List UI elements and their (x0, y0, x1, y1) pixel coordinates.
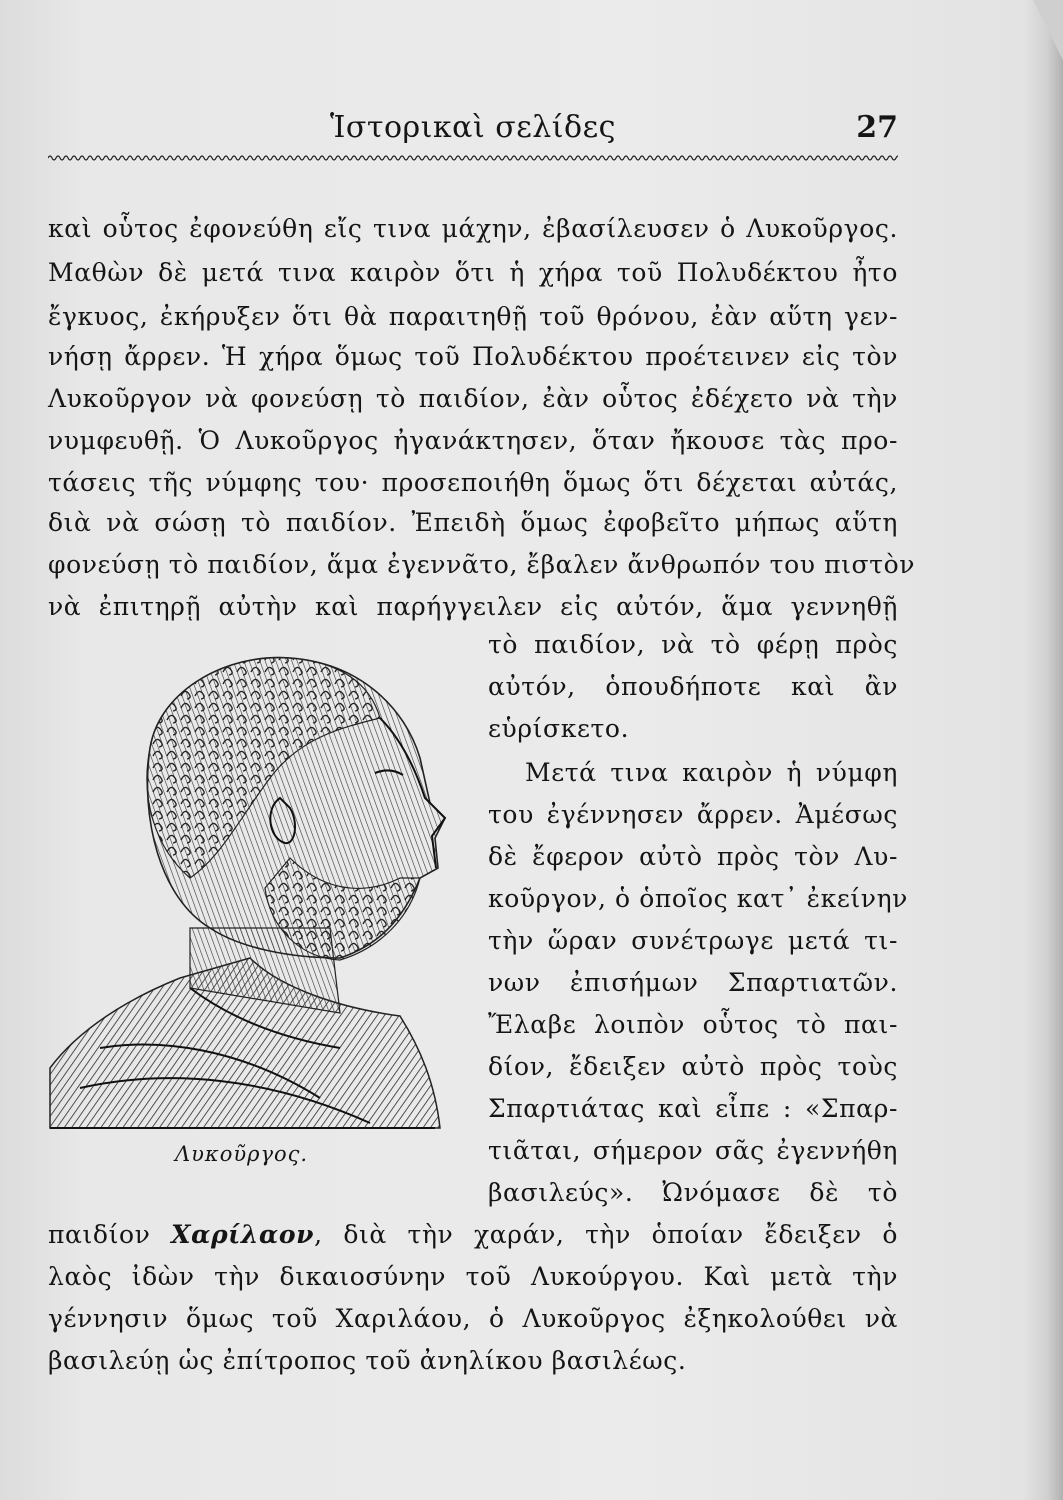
text-line: καὶ οὗτος ἐφονεύθη εἴς τινα μάχην, ἐβασίλευσεν ὁ Λυκοῦργος. (48, 214, 898, 243)
lycurgus-portrait (40, 628, 450, 1140)
column-text-line: Ἔλαβε λοιπὸν οὗτος τὸ παι- (488, 1010, 898, 1039)
column-text-line: τὸ παιδίον, νὰ τὸ φέρῃ πρὸς (488, 630, 898, 659)
name-charilaos: Χαρίλαον (171, 1220, 315, 1249)
text-line: νήσῃ ἄρρεν. Ἡ χήρα ὅμως τοῦ Πολυδέκτου προέτεινεν εἰς τὸν (48, 342, 898, 371)
column-text-line: του ἐγέννησεν ἄρρεν. Ἀμέσως (488, 800, 898, 829)
page-corner (1033, 0, 1063, 60)
text-line: Λυκοῦργον νὰ φονεύσῃ τὸ παιδίον, ἐὰν οὗτος ἐδέχετο νὰ τὴν (48, 384, 898, 413)
text-line: Μαθὼν δὲ μετά τινα καιρὸν ὅτι ἡ χήρα τοῦ Πολυδέκτου ἦτο (48, 258, 898, 287)
text-line-charilaos (48, 1218, 898, 1252)
column-text-line: αὐτόν, ὁπουδήποτε καὶ ἂν (488, 672, 898, 701)
column-text-line: δὲ ἔφερον αὐτὸ πρὸς τὸν Λυ- (488, 842, 898, 871)
column-text-line: εὑρίσκετο. (488, 714, 630, 743)
column-text-line: βασιλεύς». Ὠνόμασε δὲ τὸ (488, 1178, 898, 1207)
text-line: φονεύσῃ τὸ παιδίον, ἅμα ἐγεννᾶτο, ἔβαλεν ἄνθρωπόν του πιστὸν (48, 550, 916, 579)
column-text-line: Σπαρτιάτας καὶ εἶπε : «Σπαρ- (488, 1094, 898, 1123)
text-fragment: , διὰ τὴν χαράν, τὴν ὁποίαν ἔδειξεν ὁ (314, 1220, 899, 1249)
portrait-caption: Λυκοῦργος. (175, 1142, 309, 1166)
text-line: διὰ νὰ σώσῃ τὸ παιδίον. Ἐπειδὴ ὅμως ἐφοβεῖτο μήπως αὕτη (48, 508, 898, 537)
page-number: 27 (856, 110, 898, 145)
text-line: τάσεις τῆς νύμφης του· προσεποιήθη ὅμως ὅτι δέχεται αὐτάς, (48, 468, 898, 497)
column-text-line: κοῦργον, ὁ ὁποῖος κατ᾿ ἐκείνην (488, 884, 908, 913)
text-line: ἔγκυος, ἐκήρυξεν ὅτι θὰ παραιτηθῇ τοῦ θρόνου, ἐὰν αὕτη γεν- (48, 302, 898, 331)
text-line: βασιλεύῃ ὡς ἐπίτροπος τοῦ ἀνηλίκου βασιλέως. (48, 1346, 687, 1375)
running-header (48, 110, 898, 156)
text-fragment: παιδίον (48, 1220, 172, 1249)
text-line: νὰ ἐπιτηρῇ αὐτὴν καὶ παρήγγειλεν εἰς αὐτόν, ἅμα γεννηθῇ (48, 592, 898, 621)
text-line: λαὸς ἰδὼν τὴν δικαιοσύνην τοῦ Λυκούργου. Καὶ μετὰ τὴν (48, 1262, 898, 1291)
page-edge-shadow (1023, 0, 1063, 1500)
column-text-line: τὴν ὥραν συνέτρωγε μετά τι- (488, 926, 898, 955)
column-text-line: Μετά τινα καιρὸν ἡ νύμφη (525, 758, 898, 787)
text-line: νυμφευθῇ. Ὁ Λυκοῦργος ἠγανάκτησεν, ὅταν ἤκουσε τὰς προ- (48, 426, 898, 455)
column-text-line: δίον, ἔδειξεν αὐτὸ πρὸς τοὺς (488, 1052, 898, 1081)
header-title: Ἱστορικαὶ σελίδες (330, 110, 616, 145)
header-wavy-rule (48, 152, 898, 164)
text-line: γέννησιν ὅμως τοῦ Χαριλάου, ὁ Λυκοῦργος ἐξηκολούθει νὰ (48, 1304, 898, 1333)
column-text-line: νων ἐπισήμων Σπαρτιατῶν. (488, 968, 898, 997)
column-text-line: τιᾶται, σήμερον σᾶς ἐγεννήθη (488, 1136, 898, 1165)
